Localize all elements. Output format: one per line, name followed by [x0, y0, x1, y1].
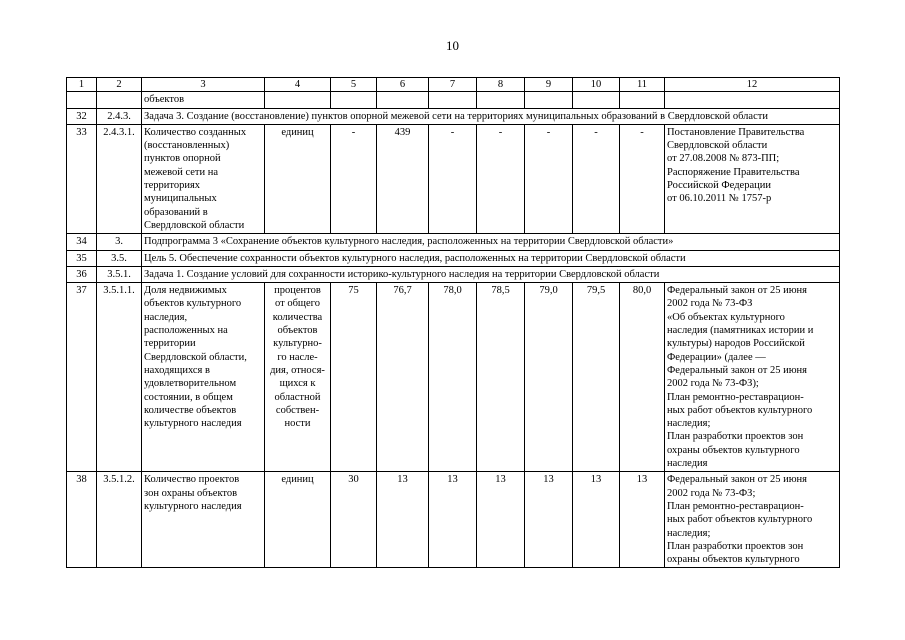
header-cell: 10: [573, 78, 620, 92]
value-2: 13: [429, 472, 477, 568]
unit: единиц: [265, 124, 331, 233]
row-code: 3.5.: [97, 250, 142, 266]
row-number: 35: [67, 250, 97, 266]
header-cell: 6: [377, 78, 429, 92]
row-code: 3.5.1.1.: [97, 283, 142, 472]
value-2: -: [429, 124, 477, 233]
row-number: 32: [67, 108, 97, 124]
table-row-33: [67, 124, 840, 233]
source-document: Федеральный закон от 25 июня 2002 года № 73-ФЗ «Об объектах культурного наследия (памятниках истории и культуры) народов Российской Федерации» (далее — Федеральный закон от 25 июня 2002 года № 73-ФЗ); План ремонтно-реставрацион- ных работ объектов культурного наследия; План разработки проектов зон охраны объектов культурного наследия: [665, 283, 840, 472]
unit: единиц: [265, 472, 331, 568]
row-number: 34: [67, 234, 97, 250]
value-6: 80,0: [620, 283, 665, 472]
value-1: 76,7: [377, 283, 429, 472]
row-number: 33: [67, 124, 97, 233]
table-row-32: [67, 108, 840, 124]
row-code: 2.4.3.: [97, 108, 142, 124]
value-3: -: [477, 124, 525, 233]
indicators-table: [66, 77, 840, 568]
table-row-35: [67, 250, 840, 266]
indicator-name: Доля недвижимых объектов культурного наследия, расположенных на территории Свердловской области, находящихся в удовлетворительном состоянии, в общем количестве объектов культурного наследия: [142, 283, 265, 472]
value-4: 79,0: [525, 283, 573, 472]
header-cell: 7: [429, 78, 477, 92]
value-base: 75: [331, 283, 377, 472]
value-1: 439: [377, 124, 429, 233]
header-cell: 4: [265, 78, 331, 92]
table-row-36: [67, 266, 840, 282]
row-number: 37: [67, 283, 97, 472]
row-code: 3.5.1.: [97, 266, 142, 282]
header-cell: 1: [67, 78, 97, 92]
value-1: 13: [377, 472, 429, 568]
unit: процентов от общего количества объектов культурно- го насле- дия, относя- щихся к областной собствен- ности: [265, 283, 331, 472]
source-document: Постановление Правительства Свердловской области от 27.08.2008 № 873-ПП; Распоряжение Правительства Российской Федерации от 06.10.2011 № 1757-р: [665, 124, 840, 233]
header-cell: 2: [97, 78, 142, 92]
value-base: 30: [331, 472, 377, 568]
row-code: 2.4.3.1.: [97, 124, 142, 233]
value-6: -: [620, 124, 665, 233]
header-cell: 9: [525, 78, 573, 92]
value-4: 13: [525, 472, 573, 568]
table-row-37: [67, 283, 840, 472]
table-row-38: [67, 472, 840, 568]
goal-text: Цель 5. Обеспечение сохранности объектов культурного наследия, расположенных на территории Свердловской области: [142, 250, 840, 266]
header-cell: 5: [331, 78, 377, 92]
row-number: 38: [67, 472, 97, 568]
value-base: -: [331, 124, 377, 233]
table-row-continuation: [67, 92, 840, 108]
value-6: 13: [620, 472, 665, 568]
table-row-34: [67, 234, 840, 250]
value-5: 79,5: [573, 283, 620, 472]
header-row: [67, 78, 840, 92]
value-5: -: [573, 124, 620, 233]
header-cell: 12: [665, 78, 840, 92]
task-text: Задача 3. Создание (восстановление) пунктов опорной межевой сети на территориях муниципальных образований в Свердловской области: [142, 108, 840, 124]
header-cell: 8: [477, 78, 525, 92]
value-3: 13: [477, 472, 525, 568]
header-cell: 11: [620, 78, 665, 92]
task-text: Задача 1. Создание условий для сохранности историко-культурного наследия на территории Свердловской области: [142, 266, 840, 282]
header-cell: 3: [142, 78, 265, 92]
subprogram-text: Подпрограмма 3 «Сохранение объектов культурного наследия, расположенных на территории Свердловской области»: [142, 234, 840, 250]
indicator-name: Количество проектов зон охраны объектов культурного наследия: [142, 472, 265, 568]
row-code: 3.5.1.2.: [97, 472, 142, 568]
page-number: 10: [446, 38, 459, 53]
source-document: Федеральный закон от 25 июня 2002 года № 73-ФЗ; План ремонтно-реставрацион- ных работ объектов культурного наследия; План разработки проектов зон охраны объектов культурного: [665, 472, 840, 568]
row-number: 36: [67, 266, 97, 282]
value-4: -: [525, 124, 573, 233]
value-2: 78,0: [429, 283, 477, 472]
indicator-name: объектов: [142, 92, 265, 108]
row-code: 3.: [97, 234, 142, 250]
value-3: 78,5: [477, 283, 525, 472]
indicator-name: Количество созданных (восстановленных) пунктов опорной межевой сети на территориях муниципальных образований в Свердловской области: [142, 124, 265, 233]
value-5: 13: [573, 472, 620, 568]
